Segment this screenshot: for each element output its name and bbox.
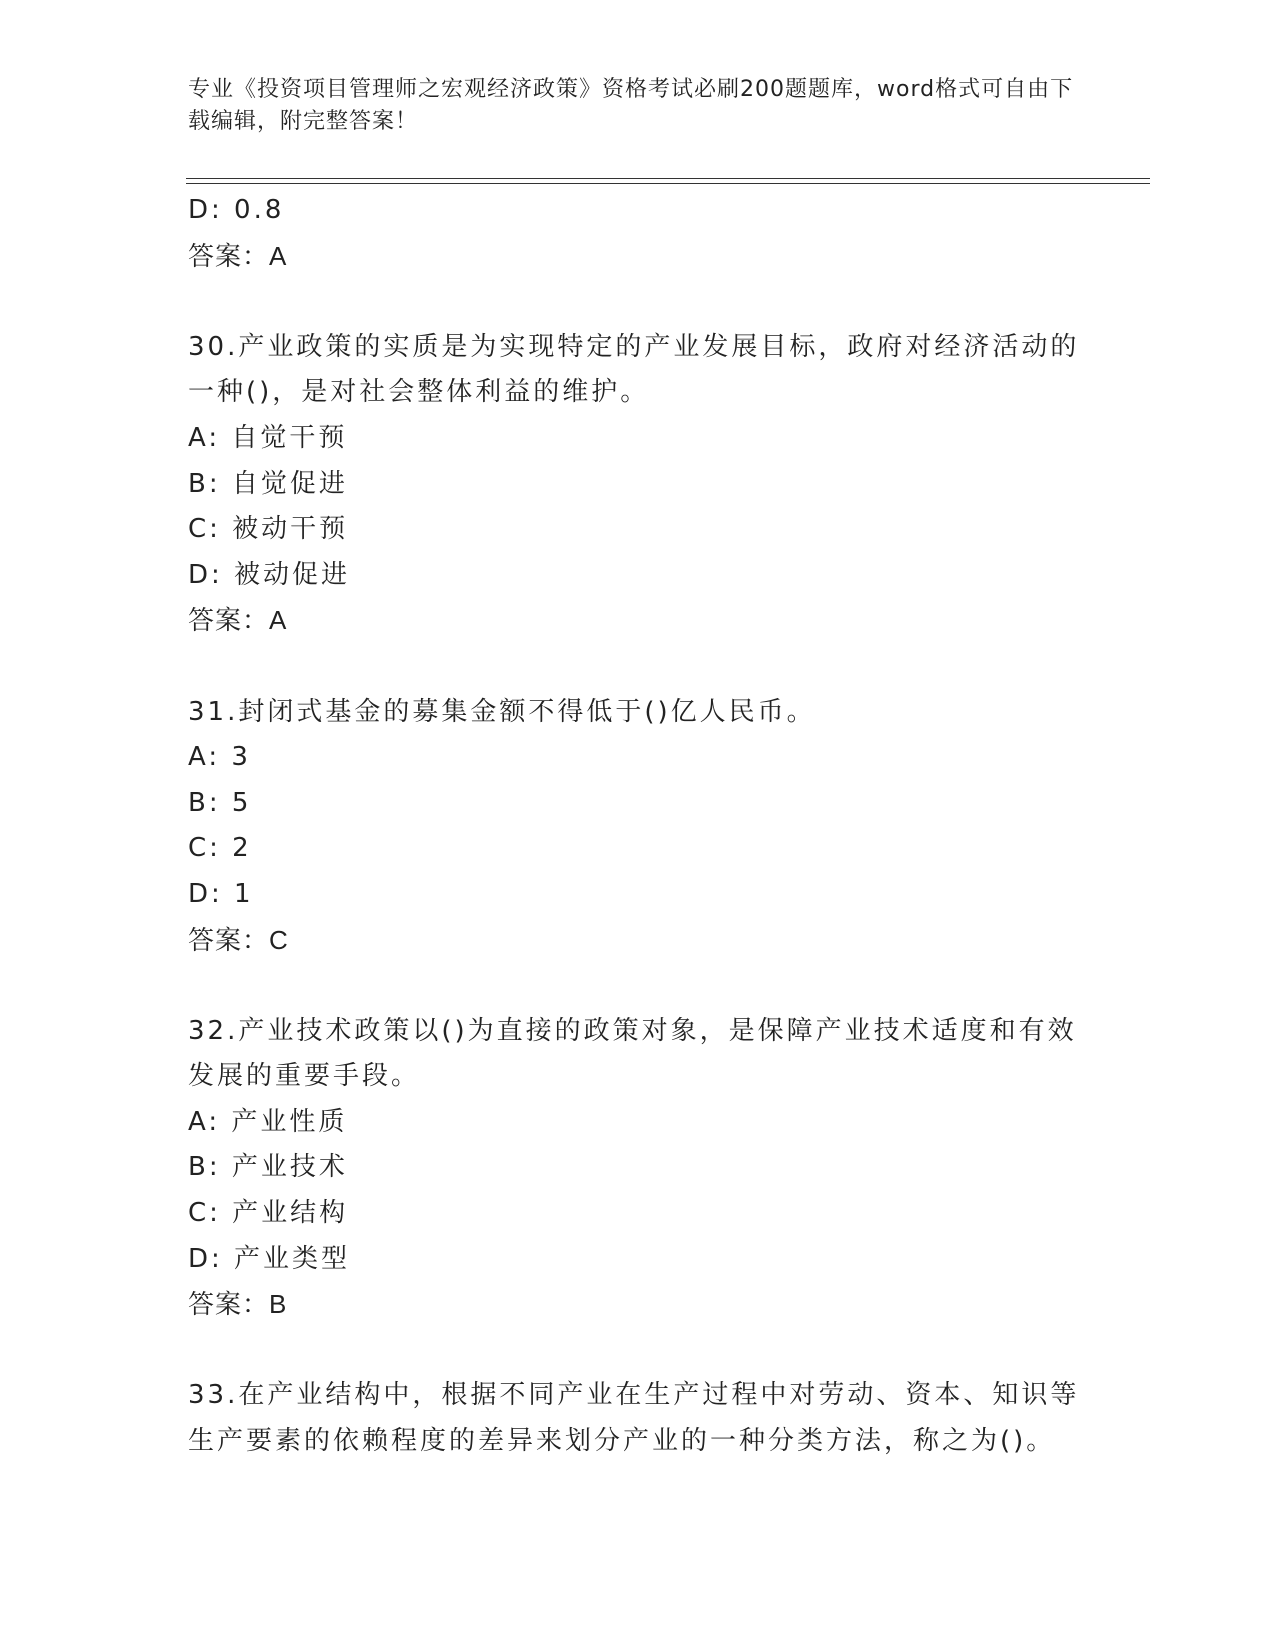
question-text: 33.在产业结构中，根据不同产业在生产过程中对劳动、资本、知识等生产要素的依赖程度的差异来划分产业的一种分类方法，称之为()。 bbox=[188, 1380, 1080, 1457]
option-d: D: 0.8 bbox=[188, 195, 285, 225]
option-d: D: 被动促进 bbox=[188, 559, 351, 590]
option-d: D: 产业类型 bbox=[188, 1243, 351, 1274]
spacer bbox=[188, 1328, 1088, 1374]
option-d: D: 1 bbox=[188, 878, 254, 909]
document-header: 专业《投资项目管理师之宏观经济政策》资格考试必刷200题题库，word格式可自由下载编辑，附完整答案！ bbox=[188, 77, 1074, 134]
option-a: A: 自觉干预 bbox=[188, 422, 348, 453]
option-c: C: 产业结构 bbox=[188, 1198, 349, 1229]
spacer bbox=[188, 963, 1088, 1009]
question-30 bbox=[188, 325, 1088, 644]
document-body bbox=[188, 188, 1088, 1465]
answer-line: 答案：A bbox=[188, 605, 288, 636]
option-b: B: 自觉促进 bbox=[188, 468, 348, 499]
option-a: A: 产业性质 bbox=[188, 1106, 348, 1137]
question-text: 31.封闭式基金的募集金额不得低于()亿人民币。 bbox=[188, 696, 816, 727]
answer-line: 答案：B bbox=[188, 1289, 288, 1320]
option-c: C: 被动干预 bbox=[188, 514, 349, 545]
header-divider-bottom bbox=[186, 183, 1150, 184]
question-32 bbox=[188, 1009, 1088, 1328]
question-33 bbox=[188, 1373, 1088, 1464]
answer-line: 答案：A bbox=[188, 240, 288, 271]
question-text: 30.产业政策的实质是为实现特定的产业发展目标，政府对经济活动的一种()，是对社会整体利益的维护。 bbox=[188, 331, 1080, 408]
header-divider-top bbox=[186, 178, 1150, 179]
spacer bbox=[188, 644, 1088, 690]
spacer bbox=[188, 279, 1088, 325]
option-b: B: 产业技术 bbox=[188, 1152, 348, 1183]
option-b: B: 5 bbox=[188, 787, 252, 818]
answer-line: 答案：C bbox=[188, 924, 289, 955]
option-a: A: 3 bbox=[188, 742, 251, 773]
question-text: 32.产业技术政策以()为直接的政策对象，是保障产业技术适度和有效发展的重要手段。 bbox=[188, 1015, 1077, 1092]
option-c: C: 2 bbox=[188, 833, 252, 864]
question-31 bbox=[188, 690, 1088, 964]
